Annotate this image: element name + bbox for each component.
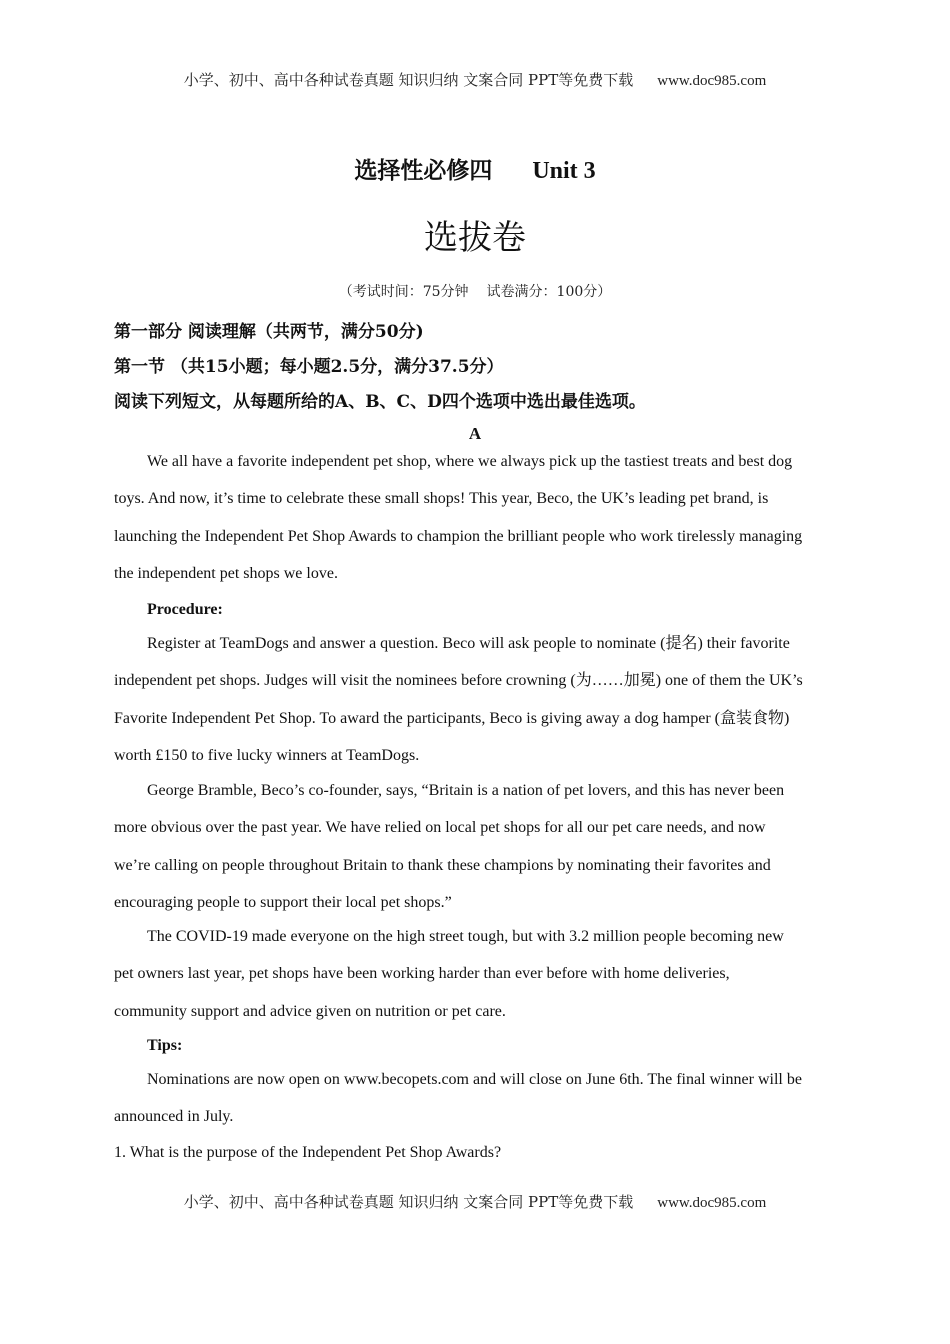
page-header (0, 69, 950, 90)
paragraph-line: more obvious over the past year. We have relied on local pet shops for all our pet care needs, and now (114, 819, 766, 837)
paragraph-line: We all have a favorite independent pet shop, where we always pick up the tastiest treats and best dog (147, 453, 793, 470)
paragraph-line: announced in July. (114, 1108, 234, 1126)
paragraph-line: The COVID-19 made everyone on the high street tough, but with 3.2 million people becoming new (147, 928, 784, 945)
paragraph-line: the independent pet shops we love. (114, 564, 338, 582)
footer-text: 小学、初中、高中各种试卷真题 知识归纳 文案合同 PPT等免费下载 (183, 1193, 634, 1211)
paragraph-line: pet owners last year, pet shops have been working harder than ever before with home deliveries, (114, 965, 730, 983)
page-title (0, 152, 950, 185)
tips-heading (114, 1035, 839, 1072)
procedure-heading (114, 599, 839, 636)
paragraph-line: launching the Independent Pet Shop Awards to champion the brilliant people who work tirelessly managing (114, 527, 803, 545)
page-footer (0, 1191, 950, 1212)
paragraph-line: Favorite Independent Pet Shop. To award the participants, Beco is giving away a dog hamper (盒装食物) (114, 709, 790, 727)
question-1 (114, 1142, 839, 1179)
paragraph-line: Nominations are now open on www.becopets.com and will close on June 6th. The final winner will be (147, 1071, 802, 1088)
title-book: 选择性必修四 (354, 157, 493, 184)
paragraph-line: worth £150 to five lucky winners at TeamDogs. (114, 746, 420, 764)
paragraph-line: Register at TeamDogs and answer a question. Beco will ask people to nominate (提名) their favorite (147, 635, 790, 652)
title-unit: Unit 3 (532, 158, 596, 184)
page-subtitle: 选拔卷 (424, 218, 526, 258)
paragraph-intro (114, 451, 839, 600)
paragraph-quote (114, 780, 839, 929)
paragraph-procedure (114, 633, 839, 782)
paragraph-line: we’re calling on people throughout Britain to thank these champions by nominating their favorites and (114, 856, 771, 874)
paragraph-line: community support and advice given on nutrition or pet care. (114, 1002, 506, 1020)
paragraph-line: George Bramble, Beco’s co-founder, says, “Britain is a nation of pet lovers, and this has never been (147, 782, 785, 799)
exam-info (0, 281, 950, 301)
part-one-heading: 第一部分 阅读理解（共两节，满分50分) (114, 322, 424, 342)
section-one-heading: 第一节 （共15小题；每小题2.5分，满分37.5分） (114, 357, 504, 377)
paragraph-line: toys. And now, it’s time to celebrate these small shops! This year, Beco, the UK’s leading pet brand, is (114, 490, 769, 508)
header-url-link[interactable]: www.doc985.com (657, 73, 767, 89)
footer-url-link[interactable]: www.doc985.com (657, 1195, 767, 1211)
passage-label: A (468, 424, 482, 443)
procedure-heading-text: Procedure: (147, 601, 223, 618)
tips-heading-text: Tips: (147, 1037, 183, 1054)
exam-time: （考试时间：75分钟 (338, 284, 469, 300)
question-1-text: 1. What is the purpose of the Independent Pet Shop Awards? (114, 1144, 502, 1161)
paragraph-line: independent pet shops. Judges will visit the nominees before crowning (为……加冕) one of them the UK’s (114, 672, 803, 690)
instruction-text: 阅读下列短文，从每题所给的A、B、C、D四个选项中选出最佳选项。 (114, 392, 646, 412)
paragraph-covid (114, 926, 839, 1038)
exam-score: 试卷满分：100分） (486, 284, 612, 300)
paragraph-line: encouraging people to support their local pet shops.” (114, 893, 452, 911)
header-text: 小学、初中、高中各种试卷真题 知识归纳 文案合同 PPT等免费下载 (183, 71, 634, 89)
paragraph-tips (114, 1069, 839, 1144)
